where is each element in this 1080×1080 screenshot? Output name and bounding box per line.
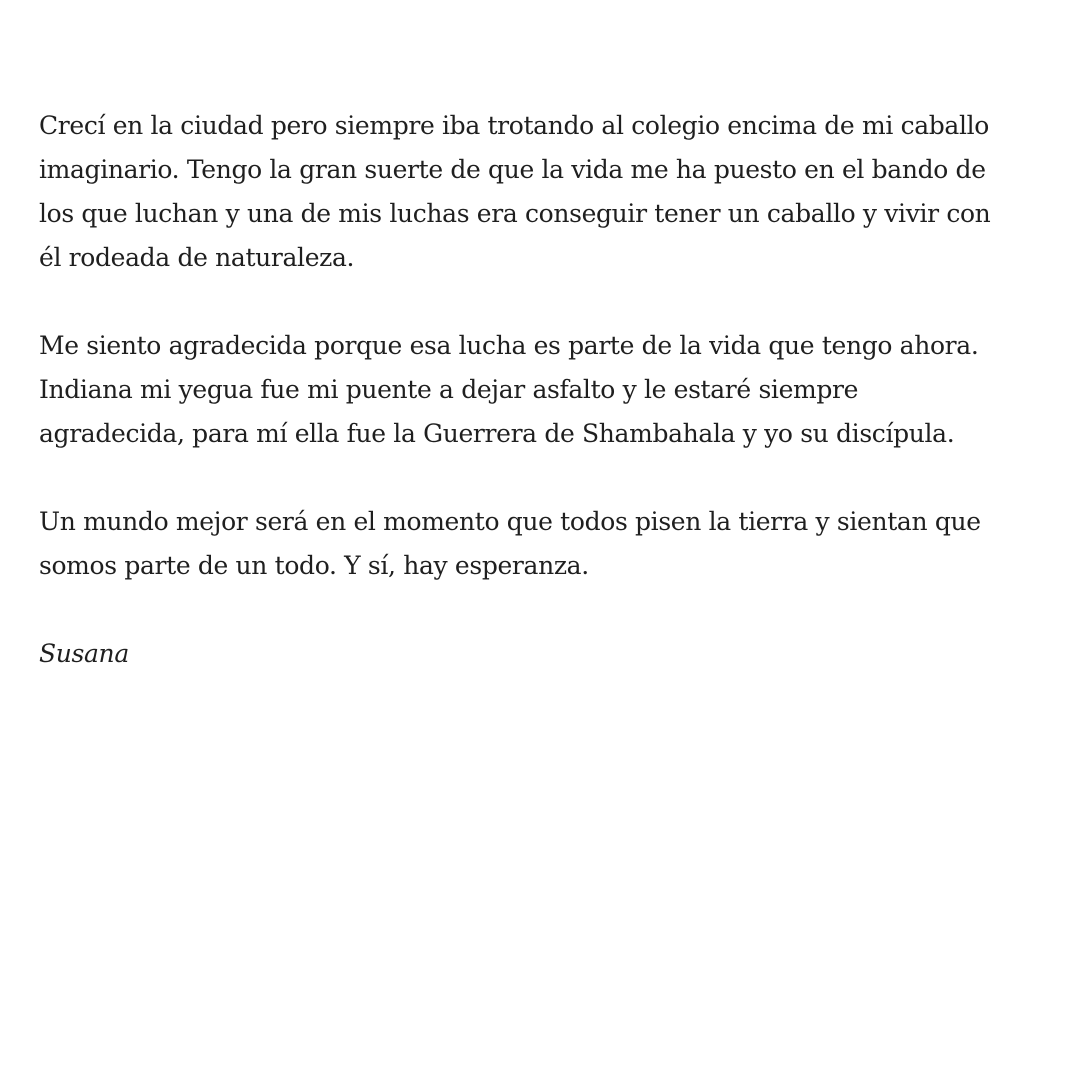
signature: Susana (39, 639, 129, 668)
paragraph-line: Un mundo mejor será en el momento que todos pisen la tierra y sientan que (39, 507, 981, 536)
paragraph-line: imaginario. Tengo la gran suerte de que la vida me ha puesto en el bando de (39, 155, 986, 184)
paragraph-line: él rodeada de naturaleza. (39, 243, 355, 272)
paragraph-line: los que luchan y una de mis luchas era conseguir tener un caballo y vivir con (39, 199, 991, 228)
paragraph-hope (39, 500, 1049, 588)
paragraph-line: somos parte de un todo. Y sí, hay esperanza. (39, 551, 589, 580)
paragraph-line: Me siento agradecida porque esa lucha es parte de la vida que tengo ahora. (39, 331, 979, 360)
paragraph-gratitude (39, 324, 1049, 456)
paragraph-childhood (39, 104, 1049, 280)
paragraph-line: agradecida, para mí ella fue la Guerrera de Shambahala y yo su discípula. (39, 419, 955, 448)
paragraph-line: Crecí en la ciudad pero siempre iba trotando al colegio encima de mi caballo (39, 111, 989, 140)
paragraph-line: Indiana mi yegua fue mi puente a dejar asfalto y le estaré siempre (39, 375, 859, 404)
letter-body (39, 104, 1049, 676)
